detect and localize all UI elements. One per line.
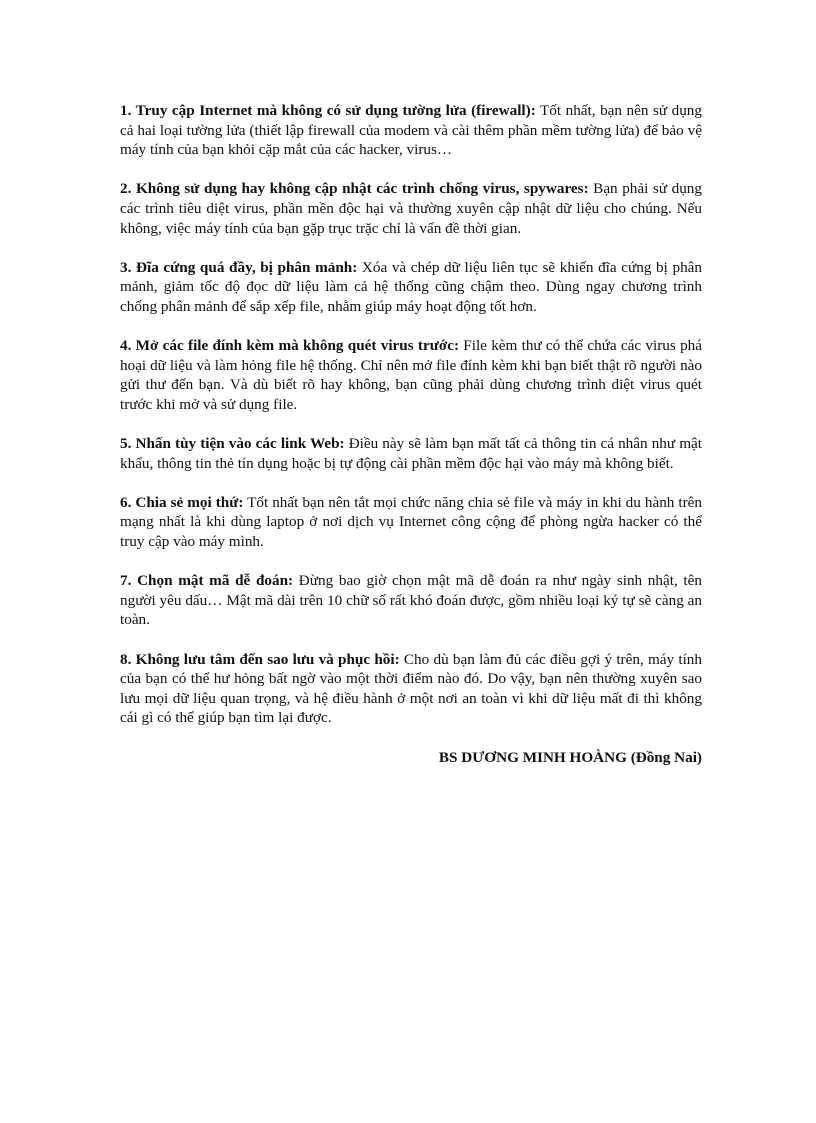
tip-text: File kèm thư có thể chứa các virus phá hoại dữ liệu và làm hỏng file hệ thống. Chỉ nên mở file đính kèm khi bạn biết thật rõ người nào gửi thư đến bạn. Và dù biết rõ hay không, bạn cũng phải dùng chương trình diệt virus quét trước khi mở và sử dụng file.: [120, 337, 702, 413]
tip-title: 8. Không lưu tâm đến sao lưu và phục hồi:: [120, 650, 400, 668]
tip-text: Xóa và chép dữ liệu liên tục sẽ khiến đĩa cứng bị phân mảnh, giảm tốc độ đọc dữ liệu làm cả hệ thống cũng chậm theo. Dùng ngay chương trình chống phân mảnh để sắp xếp file, nhằm giúp máy hoạt động tốt hơn.: [120, 258, 702, 315]
tip-item-5: [120, 434, 702, 473]
tip-title: 7. Chọn mật mã dễ đoán:: [120, 572, 294, 590]
tip-item-2: [120, 179, 702, 238]
tip-title: 1. Truy cập Internet mà không có sử dụng tường lửa (firewall):: [120, 102, 536, 119]
document-page: [120, 101, 702, 782]
tip-title: 2. Không sử dụng hay không cập nhật các trình chống virus, spywares:: [120, 180, 589, 198]
tip-item-4: [120, 336, 702, 414]
tip-item-8: [120, 650, 702, 728]
tip-item-6: [120, 493, 702, 552]
tip-item-7: [120, 571, 702, 630]
tip-title: 3. Đĩa cứng quá đầy, bị phân mảnh:: [120, 258, 358, 276]
tip-text: Tốt nhất, bạn nên sử dụng cả hai loại tường lửa (thiết lập firewall của modem và cài thêm phần mềm tường lửa) để bảo vệ máy tính của bạn khỏi cặp mắt của các hacker, virus…: [120, 102, 702, 159]
tip-title: 5. Nhấn tùy tiện vào các link Web:: [120, 435, 345, 453]
tip-text: Tốt nhất bạn nên tắt mọi chức năng chia sẻ file và máy in khi du hành trên mạng nhất là khi dùng laptop ở nơi dịch vụ Internet công cộng để phòng ngừa hacker có thể truy cập vào máy mình.: [120, 493, 702, 551]
tip-item-1: [120, 101, 702, 160]
tip-text: Điều này sẽ làm bạn mất tất cả thông tin cá nhân như mật khẩu, thông tin thẻ tín dụng hoặc bị tự động cài phần mềm độc hại vào máy mà không biết.: [120, 435, 702, 472]
author-signature: BS DƯƠNG MINH HOÀNG (Đồng Nai): [438, 748, 702, 766]
tip-text: Đừng bao giờ chọn mật mã dễ đoán ra như ngày sinh nhật, tên người yêu dấu… Mật mã dài trên 10 chữ số rất khó đoán được, gồm nhiều loại ký tự sẽ càng an toàn.: [120, 572, 702, 629]
tip-title: 4. Mở các file đính kèm mà không quét virus trước:: [120, 337, 460, 355]
tip-text: Bạn phải sử dụng các trình tiêu diệt virus, phần mền độc hại và thường xuyên cập nhật dữ liệu cho chúng. Nếu không, việc máy tính của bạn gặp trục trặc chỉ là vấn đề thời gian.: [120, 180, 702, 237]
tip-title: 6. Chia sẻ mọi thứ:: [120, 493, 244, 511]
tip-item-3: [120, 258, 702, 317]
tip-text: Cho dù bạn làm đủ các điều gợi ý trên, máy tính của bạn có thể hư hỏng bất ngờ vào một thời điểm nào đó. Do vậy, bạn nên thường xuyên sao lưu mọi dữ liệu quan trọng, và hệ điều hành ở một nơi an toàn vì khi dữ liệu mất đi thì không cái gì có thể giúp bạn tìm lại được.: [120, 650, 702, 727]
